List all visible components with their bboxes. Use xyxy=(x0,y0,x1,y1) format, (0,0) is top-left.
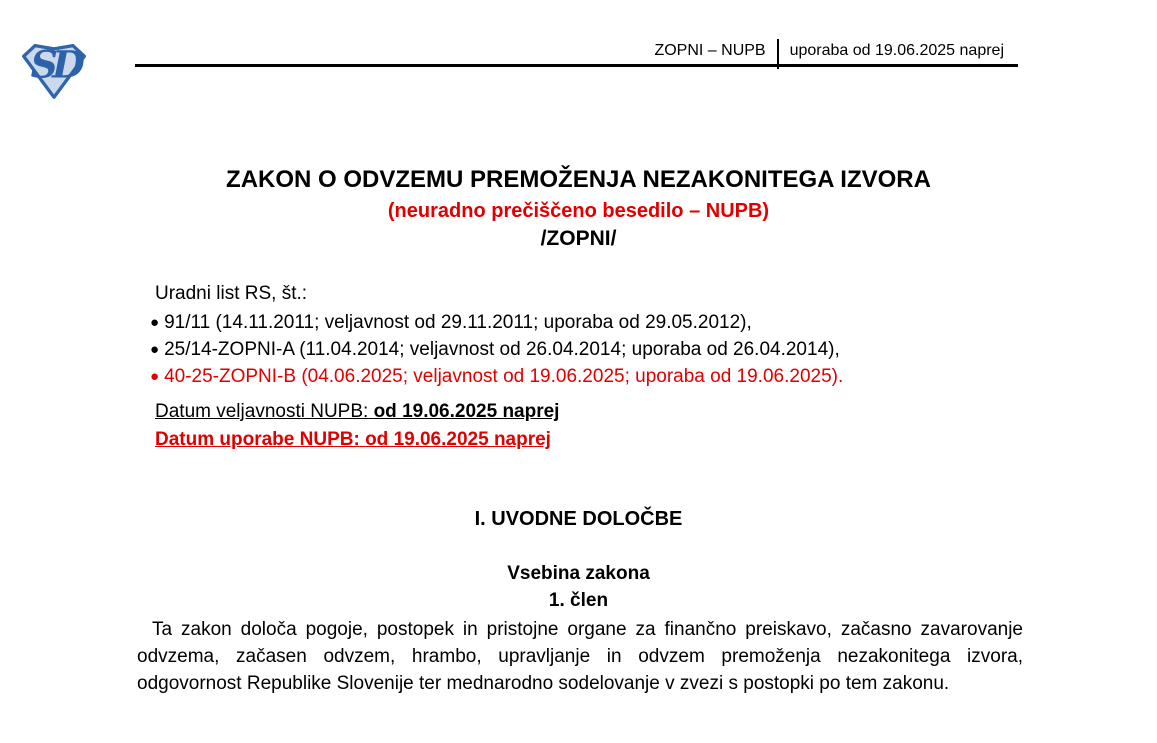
doc-code: ZOPNI – NUPB xyxy=(654,42,766,59)
sd-shield-logo xyxy=(13,42,95,105)
gazette-item xyxy=(150,309,843,336)
usage-date-label: Datum uporabe NUPB: xyxy=(155,429,360,450)
usage-date-value: od 19.06.2025 naprej xyxy=(365,429,551,450)
validity-date-value: od 19.06.2025 naprej xyxy=(373,401,560,422)
gazette-list xyxy=(150,309,843,390)
header-rule xyxy=(135,64,1018,67)
sd-shield-icon xyxy=(13,42,95,100)
bullet-icon: ● xyxy=(150,341,160,358)
article-number: 1. člen xyxy=(548,590,609,611)
gazette-label: Uradni list RS, št.: xyxy=(155,283,308,304)
gazette-item xyxy=(150,336,843,363)
gazette-item-text: 25/14-ZOPNI-A (11.04.2014; veljavnost od 26.04.2014; uporaba od 26.04.2014), xyxy=(164,339,840,360)
gazette-item-amendment xyxy=(150,363,843,390)
bullet-icon: ● xyxy=(150,368,160,385)
law-subtitle: (neuradno prečiščeno besedilo – NUPB) xyxy=(387,200,770,222)
gazette-item-text: 40-25-ZOPNI-B (04.06.2025; veljavnost od 19.06.2025; uporaba od 19.06.2025). xyxy=(164,366,844,387)
article-paragraph: Ta zakon določa pogoje, postopek in pristojne organe za finančno preiskavo, začasno zavarovanje odvzema, začasen odvzem, hrambo, upravljanje in odvzem premoženja nezakonitega izvora, odgovornost Republike Slovenije ter mednarodno sodelovanje v zvezi s postopki po tem zakonu. xyxy=(137,619,1023,694)
law-short-name: /ZOPNI/ xyxy=(540,227,617,250)
usage-note: uporaba od 19.06.2025 naprej xyxy=(789,42,1004,59)
validity-date-line xyxy=(155,401,559,423)
section-heading: I. UVODNE DOLOČBE xyxy=(474,508,683,530)
page-header xyxy=(137,38,1018,64)
validity-date-label: Datum veljavnosti NUPB: xyxy=(155,401,369,422)
gazette-item-text: 91/11 (14.11.2011; veljavnost od 29.11.2011; uporaba od 29.05.2012), xyxy=(164,312,752,333)
bullet-icon: ● xyxy=(150,314,160,331)
logo-text: SD xyxy=(30,42,80,87)
article-title: Vsebina zakona xyxy=(507,563,650,584)
usage-date-line xyxy=(155,429,551,451)
law-title: ZAKON O ODVZEMU PREMOŽENJA NEZAKONITEGA IZVORA xyxy=(226,166,931,193)
